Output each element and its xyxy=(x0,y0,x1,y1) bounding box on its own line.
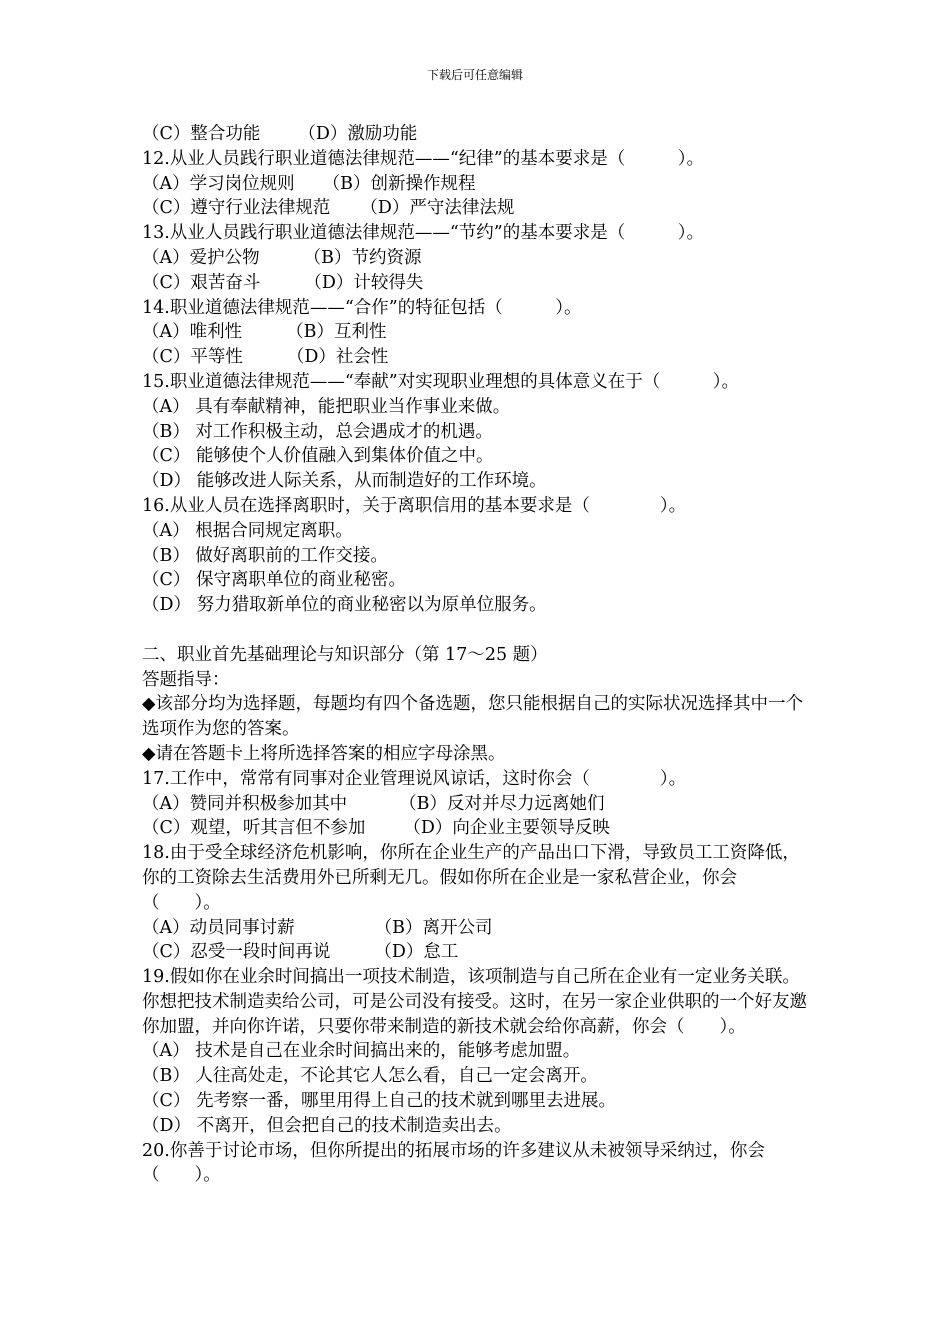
option-line: （A）学习岗位规则 （B）创新操作规程 xyxy=(142,173,476,194)
question-19: 19.假如你在业余时间搞出一项技术制造，该项制造与自己所在企业有一定业务关联。你想把技术制造卖给公司，可是公司没有接受。这时，在另一家企业供职的一个好友邀你加盟，并向你许诺，只要你带来制造的新技术就会给你高薪，你会（ ）。 xyxy=(142,967,807,1037)
option-line: （A） 技术是自己在业余时间搞出来的，能够考虑加盟。 xyxy=(142,1041,581,1062)
option-line: （C）忍受一段时间再说 （D）怠工 xyxy=(142,942,459,963)
option-line: （C）遵守行业法律规范 （D）严守法律法规 xyxy=(142,198,515,219)
option-line: （B） 对工作积极主动，总会遇成才的机遇。 xyxy=(142,421,493,442)
section-heading: 二、职业首先基础理论与知识部分（第 17～25 题） xyxy=(142,644,548,665)
question-13: 13.从业人员践行职业道德法律规范——“节约”的基本要求是（ ）。 xyxy=(142,223,704,244)
option-line: （C）平等性 （D）社会性 xyxy=(142,347,389,368)
option-line: （D） 努力猎取新单位的商业秘密以为原单位服务。 xyxy=(142,595,547,616)
question-16: 16.从业人员在选择离职时，关于离职信用的基本要求是（ ）。 xyxy=(142,495,687,516)
instruction-item: ◆该部分均为选择题，每题均有四个备选题，您只能根据自己的实际状况选择其中一个选项作为您的答案。 xyxy=(142,694,803,740)
question-12: 12.从业人员践行职业道德法律规范——“纪律”的基本要求是（ ）。 xyxy=(142,148,704,169)
blank-line xyxy=(142,618,812,643)
question-18: 18.由于受全球经济危机影响，你所在企业生产的产品出口下滑，导致员工工资降低，你的工资除去生活费用外已所剩无几。假如你所在企业是一家私营企业，你会（ ）。 xyxy=(142,843,800,913)
option-line: （A） 根据合同规定离职。 xyxy=(142,520,353,541)
option-line: （D） 能够改进人际关系，从而制造好的工作环境。 xyxy=(142,471,547,492)
option-line: （A）赞同并积极参加其中 （B）反对并尽力远离她们 xyxy=(142,793,605,814)
question-15: 15.职业道德法律规范——“奉献”对实现职业理想的具体意义在于（ ）。 xyxy=(142,371,739,392)
question-14: 14.职业道德法律规范——“合作”的特征包括（ ）。 xyxy=(142,297,582,318)
document-body xyxy=(142,122,812,1188)
option-line: （C）艰苦奋斗 （D）计较得失 xyxy=(142,272,424,293)
option-line: （A） 具有奉献精神，能把职业当作事业来做。 xyxy=(142,396,511,417)
option-line: （C）观望，听其言但不参加 （D）向企业主要领导反映 xyxy=(142,818,610,839)
instruction-item: ◆请在答题卡上将所选择答案的相应字母涂黑。 xyxy=(142,743,506,764)
option-line: （C） 先考察一番，哪里用得上自己的技术就到哪里去进展。 xyxy=(142,1091,616,1112)
option-line: （D） 不离开，但会把自己的技术制造卖出去。 xyxy=(142,1115,512,1136)
option-line: （C） 保守离职单位的商业秘密。 xyxy=(142,570,406,591)
option-line: （A）爱护公物 （B）节约资源 xyxy=(142,247,422,268)
question-20: 20.你善于讨论市场，但你所提出的拓展市场的许多建议从未被领导采纳过，你会（ ）。 xyxy=(142,1140,765,1186)
option-line: （A）动员同事讨薪 （B）离开公司 xyxy=(142,917,493,938)
option-line: （A）唯利性 （B）互利性 xyxy=(142,322,387,343)
instruction-heading: 答题指导： xyxy=(142,669,230,690)
option-line: （B） 人往高处走，不论其它人怎么看，自己一定会离开。 xyxy=(142,1066,598,1087)
question-17: 17.工作中，常常有同事对企业管理说风谅话，这时你会（ ）。 xyxy=(142,768,687,789)
option-line: （C） 能够使个人价值融入到集体价值之中。 xyxy=(142,446,494,467)
option-line: （B） 做好离职前的工作交接。 xyxy=(142,545,388,566)
page-header: 下载后可任意编辑 xyxy=(426,68,523,82)
option-line: （C）整合功能 （D）激励功能 xyxy=(142,124,418,144)
